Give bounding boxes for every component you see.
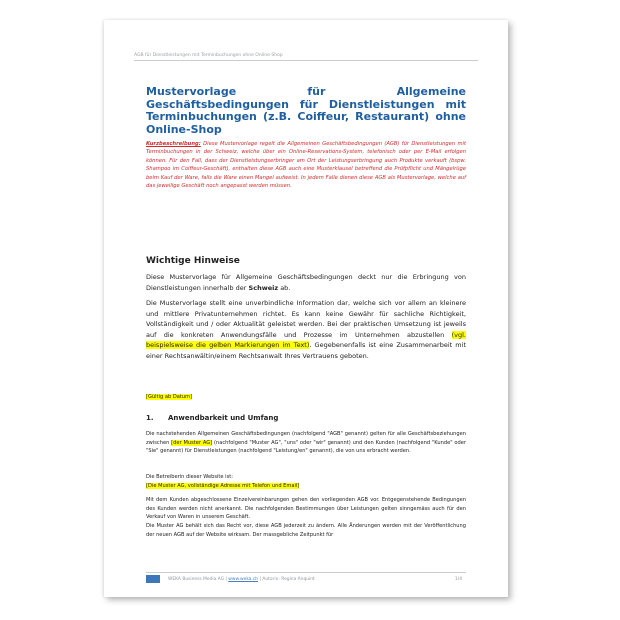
operator-address-placeholder xyxy=(146,482,466,491)
section-1-heading xyxy=(146,414,466,422)
footer-publisher: WEKA Business Media AG | xyxy=(168,577,229,582)
valid-from-placeholder xyxy=(146,393,466,402)
valid-from-highlight: [Gültig ab Datum] xyxy=(146,394,193,400)
important-notes-heading: Wichtige Hinweise xyxy=(146,256,240,266)
short-description-label: Kurzbeschreibung: xyxy=(146,141,201,147)
notes-p1-end: ab. xyxy=(278,283,291,292)
notes-p2-end: . Gegebenenfalls ist eine Zusammenarbeit mit einer Rechtsanwältin/einem Rechtsanwalt Ihres Vertrauens geboten. xyxy=(146,341,466,360)
footer-author: | Autorin: Regina Anquint xyxy=(258,577,315,582)
notes-p2-highlight: (vgl. beispielsweise die gelben Markierungen im Text) xyxy=(146,330,466,350)
section-1-paragraph-4: Die Muster AG behält sich das Recht vor, diese AGB jederzeit zu ändern. Alle Änderungen werden mit der Veröffentlichung der neuen AGB auf der Website wirksam. Der massgebliche Zeitpunkt für xyxy=(146,523,466,538)
running-header: AGB für Dienstleistungen mit Terminbuchungen ohne Online-Shop xyxy=(134,53,478,61)
section-1-paragraph-2: Die Betreiberin dieser Website ist: xyxy=(146,474,233,480)
footer-text xyxy=(168,577,315,582)
publisher-logo-icon xyxy=(146,575,160,583)
notes-p1-bold: Schweiz xyxy=(248,283,279,292)
short-description xyxy=(146,140,466,190)
section-1-title: Anwendbarkeit und Umfang xyxy=(168,414,279,422)
footer-link[interactable]: www.weka.ch xyxy=(228,577,259,582)
section-1-paragraph-3: Mit dem Kunden abgeschlossene Einzelvereinbarungen gehen den vorliegenden AGB vor. Entgegenstehende Bedingungen des Kunden werden nicht anerkannt. Die nachfolgenden Bestimmungen über Leistungen gelten sinngemäss auch für den Verkauf von Waren in unserem Geschäft. xyxy=(146,497,466,521)
page-footer xyxy=(146,572,466,582)
s1-highlight: [der Muster AG] xyxy=(171,439,213,446)
notes-paragraph-2 xyxy=(146,298,466,362)
operator-address-highlight: [Die Muster AG, vollständige Adresse mit Telefon und Email] xyxy=(146,483,300,489)
section-1-paragraph-1 xyxy=(146,430,466,456)
short-description-text: Diese Mustervorlage regelt die Allgemeinen Geschäftsbedingungen (AGB) für Dienstleistungen mit Terminbuchungen in der Schweiz, welche über ein Online-Reservations-System, telefonisch oder per E-Mail erfolgen können. Für den Fall, dass der Dienstleistungserbringer am Ort der Leistungserbringung auch Produkte verkauft (bspw. Shampoo im Coiffeur-Geschäft), enthalten diese AGB auch eine Musterklausel betreffend die Prüfpflicht und Mängelrüge beim Kauf der Ware, falls die Ware einen Mangel aufweist. In jedem Falle dienen diese AGB als Mustervorlage, welche auf das jeweilige Geschäft noch angepasst werden müssen. xyxy=(146,141,466,190)
document-page xyxy=(104,20,508,597)
notes-p2-text: Die Mustervorlage stellt eine unverbindliche Information dar, welche sich vor allem an kleinere und mittlere Privatunternehmen richtet. Es kann keine Gewähr für sachliche Richtigkeit, Vollständigkeit und / oder Aktualität geleistet werden. Bei der praktischen Umsetzung ist jeweils auf die konkreten Anwendungsfälle und Prozesse im Unternehmen abzustellen xyxy=(146,299,466,339)
s1-text: Die nachstehenden Allgemeinen Geschäftsbedingungen (nachfolgend "AGB" genannt) gelten für alle Geschäftsbeziehungen zwischen xyxy=(146,431,466,446)
section-1-number: 1. xyxy=(146,414,154,422)
page-number: 1/4 xyxy=(454,577,462,582)
notes-p1-text: Diese Mustervorlage für Allgemeine Geschäftsbedingungen deckt nur die Erbringung von Dienstleistungen innerhalb der xyxy=(146,273,466,292)
document-title: Mustervorlage für Allgemeine Geschäftsbedingungen für Dienstleistungen mit Terminbuchungen (z.B. Coiffeur, Restaurant) ohne Online-Shop xyxy=(146,85,466,136)
notes-paragraph-1 xyxy=(146,272,466,293)
s1-end: (nachfolgend "Muster AG", "uns" oder "wir" genannt) und den Kunden (nachfolgend "Kunde" oder "Sie" genannt) für Dienstleistungen (nachfolgend "Leistung/en" genannt), die von uns erbracht werden. xyxy=(146,439,466,455)
